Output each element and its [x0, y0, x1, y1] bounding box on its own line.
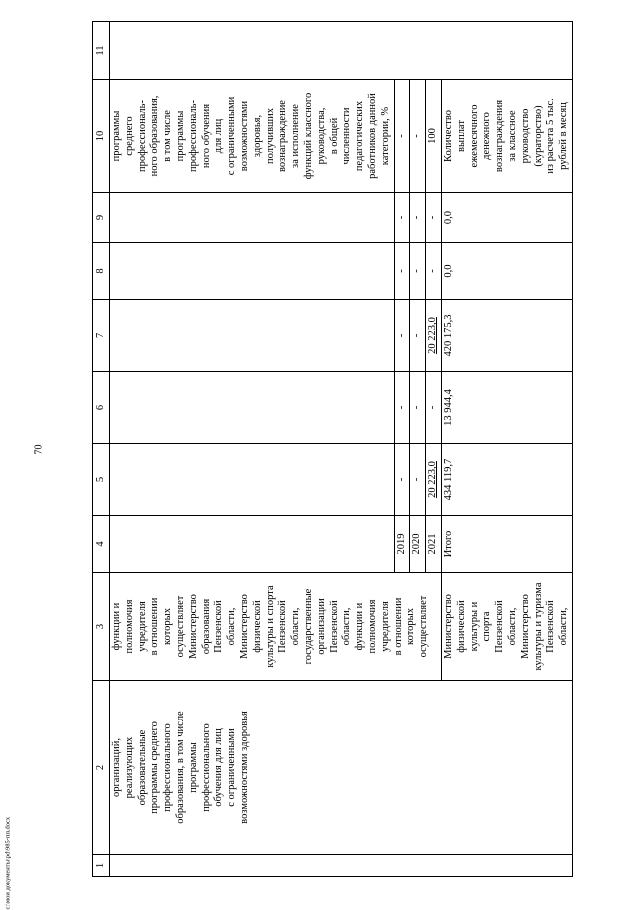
value-cell: -: [394, 444, 410, 516]
value-cell: -: [394, 243, 410, 300]
value-cell: 20 223,0: [426, 300, 442, 372]
empty-cell: [110, 243, 395, 300]
total-value-cell: 434 119,7: [441, 444, 572, 516]
header-cell: 4: [93, 516, 110, 573]
value-cell: -: [410, 193, 426, 243]
header-cell: 11: [93, 22, 110, 80]
value-cell: 100: [426, 80, 442, 193]
header-row: [93, 22, 110, 877]
header-cell: 7: [93, 300, 110, 372]
header-cell: 6: [93, 372, 110, 444]
organization-description-cell: организаций, реализующих образовательные программы среднего профессионального образования, в том числе программы профессионального обучения для лиц с ограниченными возможностями здоровья: [110, 681, 573, 855]
value-cell: -: [410, 300, 426, 372]
header-cell: 2: [93, 681, 110, 855]
year-cell: 2019: [394, 516, 410, 573]
value-cell: -: [394, 300, 410, 372]
value-cell: -: [426, 193, 442, 243]
value-cell: -: [394, 80, 410, 193]
value-cell: -: [426, 243, 442, 300]
header-cell: 9: [93, 193, 110, 243]
executor-cell-upper: функции и полномочия учредителя в отношении которых осуществляет Министерство образования Пензенской области, Министерство физической культуры и спорта Пензенской области, государственные организации Пензенской области, функции и полномочия учредителя в отношении которых осуществляет: [110, 573, 442, 681]
rotated-table-container: [92, 22, 579, 877]
continuation-row: [110, 22, 395, 877]
value-cell: -: [410, 80, 426, 193]
year-cell: 2020: [410, 516, 426, 573]
page-number: 70: [33, 444, 45, 455]
value-cell: -: [410, 243, 426, 300]
total-label-cell: Итого: [441, 516, 572, 573]
value-cell: -: [426, 372, 442, 444]
total-value-cell: 0,0: [441, 193, 572, 243]
row-number-cell: [110, 855, 573, 877]
total-value-cell: 420 175,3: [441, 300, 572, 372]
header-cell: 10: [93, 80, 110, 193]
total-value-cell: 13 944,4: [441, 372, 572, 444]
budget-table: [92, 21, 573, 877]
footer-file-path: c:\мои документы\pd\985-пп.docx: [4, 816, 12, 910]
header-cell: 1: [93, 855, 110, 877]
value-cell: -: [394, 193, 410, 243]
empty-cell: [110, 22, 573, 80]
year-cell: 2021: [426, 516, 442, 573]
empty-cell: [110, 444, 395, 516]
total-value-cell: 0,0: [441, 243, 572, 300]
header-cell: 8: [93, 243, 110, 300]
value-cell: 20 223,0: [426, 444, 442, 516]
header-cell: 5: [93, 444, 110, 516]
indicator-cell-lower: Количество выплат ежемесячного денежного вознаграждения за классное руководство (кураторство) из расчета 5 тыс. рублей в месяц: [441, 80, 572, 193]
empty-cell: [110, 372, 395, 444]
value-cell: -: [394, 372, 410, 444]
empty-cell: [110, 193, 395, 243]
value-cell: -: [410, 444, 426, 516]
executor-cell-lower: Министерство физической культуры и спорта Пензенской области, Министерство культуры и туризма Пензенской области,: [441, 573, 572, 681]
empty-cell: [110, 516, 395, 573]
header-cell: 3: [93, 573, 110, 681]
indicator-cell: программы среднего профессиональ- ного образования, в том числе программы профессиональ- ного обучения для лиц с ограниченными возможностями здоровья, получивших вознаграждение за исполнение функций классного руководства, в общей численности педагогических работников данной категории, %: [110, 80, 395, 193]
value-cell: -: [410, 372, 426, 444]
empty-cell: [110, 300, 395, 372]
